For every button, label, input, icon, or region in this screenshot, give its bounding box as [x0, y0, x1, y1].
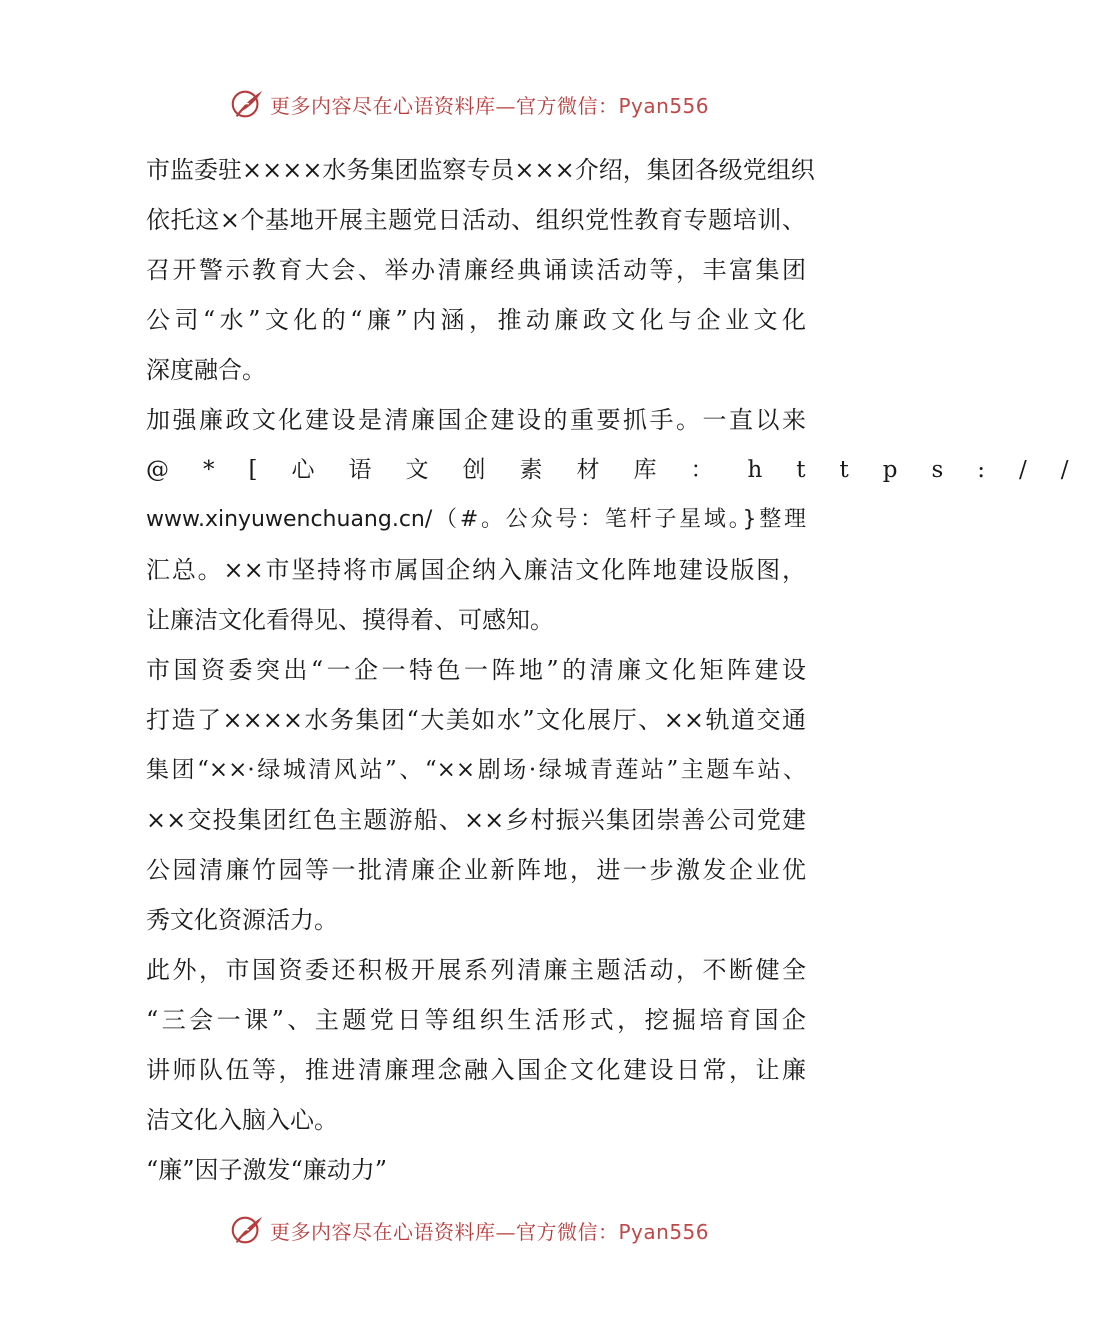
text-line: 公园清廉竹园等一批清廉企业新阵地，进一步激发企业优: [146, 856, 806, 884]
watermark-separator: —: [495, 1219, 516, 1244]
watermark-label: 官方微信：: [516, 93, 619, 118]
watermark-wechat-id: Pyan556: [618, 1219, 710, 1244]
text-line: 让廉洁文化看得见、摸得着、可感知。: [146, 606, 554, 634]
text-line: 集团“××·绿城清风站”、“××剧场·绿城青莲站”主题车站、: [146, 757, 806, 783]
text-line: 秀文化资源活力。: [146, 906, 338, 934]
watermark-wechat-id: Pyan556: [618, 93, 710, 118]
text-line: 打造了××××水务集团“大美如水”文化展厅、××轨道交通: [146, 706, 806, 734]
text-line: 市国资委突出“一企一特色一阵地”的清廉文化矩阵建设: [146, 656, 806, 684]
text-line: 讲师队伍等，推进清廉理念融入国企文化建设日常，让廉: [146, 1056, 806, 1084]
watermark-brand: 更多内容尽在心语资料库: [270, 1219, 496, 1244]
section-heading: “廉”因子激发“廉动力”: [146, 1156, 388, 1184]
watermark-separator: —: [495, 93, 516, 118]
text-line: 加强廉政文化建设是清廉国企建设的重要抓手。一直以来: [146, 406, 806, 434]
header-watermark-banner: [228, 84, 748, 124]
text-line: ××交投集团红色主题游船、××乡村振兴集团崇善公司党建: [146, 806, 806, 834]
watermark-text: [270, 1216, 709, 1245]
footer-watermark-banner: [228, 1210, 748, 1250]
text-line: 市监委驻××××水务集团监察专员×××介绍，集团各级党组织: [146, 156, 815, 184]
text-line: 深度融合。: [146, 356, 266, 384]
quill-pen-logo-icon: [228, 85, 266, 123]
text-line: 汇总。××市坚持将市属国企纳入廉洁文化阵地建设版图，: [146, 556, 806, 584]
text-line: 公司“水”文化的“廉”内涵，推动廉政文化与企业文化: [146, 306, 806, 334]
watermark-text: [270, 90, 709, 119]
text-line: 此外，市国资委还积极开展系列清廉主题活动，不断健全: [146, 956, 806, 984]
watermark-brand: 更多内容尽在心语资料库: [270, 93, 496, 118]
text-line: “三会一课”、主题党日等组织生活形式，挖掘培育国企: [146, 1006, 806, 1034]
text-line: 依托这×个基地开展主题党日活动、组织党性教育专题培训、: [146, 206, 806, 234]
text-line: www.xinyuwenchuang.cn/（#。公众号：笔杆子星域。}整理: [146, 507, 806, 532]
text-line: 洁文化入脑入心。: [146, 1106, 338, 1134]
watermark-label: 官方微信：: [516, 1219, 619, 1244]
text-line: @*[心语文创素材库：https://: [146, 457, 1103, 483]
text-line: 召开警示教育大会、举办清廉经典诵读活动等，丰富集团: [146, 256, 806, 284]
document-body: [146, 145, 1103, 1195]
quill-pen-logo-icon: [228, 1211, 266, 1249]
